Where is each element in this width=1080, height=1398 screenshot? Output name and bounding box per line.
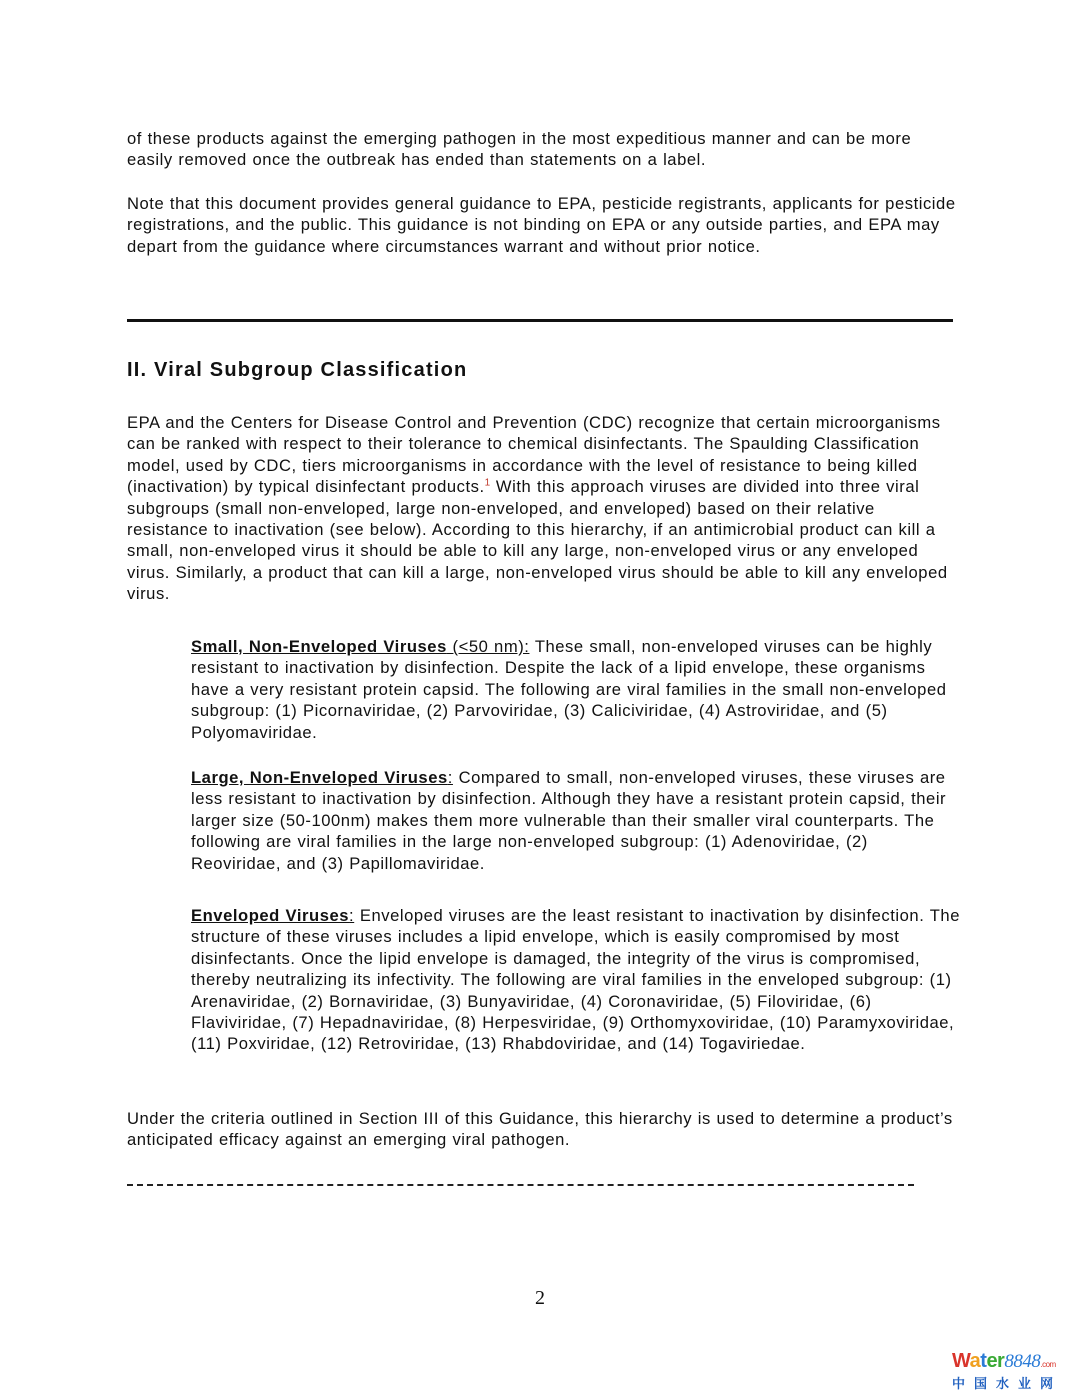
watermark-letter: W [952, 1350, 970, 1372]
subgroup-term: Enveloped Viruses [191, 906, 350, 925]
section-divider [127, 319, 953, 322]
watermark-letter: a [969, 1350, 981, 1372]
subgroup-description: Enveloped viruses are the least resistant to inactivation by disinfection. The structure of these viruses includes a lipid envelope, which is easily compromised by most disinfectants. Once the lipid envelope is damaged, the integrity of the virus is compromised, thereby neutralizing its infectivity. The following are viral families in the enveloped subgroup: (1) Arenaviridae, (2) Bornaviridae, (3) Bunyaviridae, (4) Coronaviridae, (5) Filoviridae, (6) Flaviviridae, (7) Hepadnaviridae, (8) Herpesviridae, (9) Orthomyxoviridae, (10) Paramyxoviridae, (11) Poxviridae, (12) Retroviridae, (13) Rhabdoviridae, and (14) Togaviriedae. [191, 906, 960, 1054]
watermark-logo [952, 1350, 1072, 1394]
section-intro-text-continued: With this approach viruses are divided into three viral subgroups (small non-enveloped, large non-enveloped, and enveloped) based on their relative resistance to inactivation (see below). According to this hierarchy, if an antimicrobial product can kill a small, non-enveloped virus it should be able to kill any large, non-enveloped virus or any enveloped virus. Similarly, a product that can kill a large, non-enveloped virus should be able to kill any enveloped virus. [127, 477, 948, 604]
subgroup-qualifier: (<50 nm): [446, 637, 530, 656]
closing-paragraph: Under the criteria outlined in Section III of this Guidance, this hierarchy is used to determine a product’s anticipated efficacy against an emerging viral pathogen. [127, 1109, 953, 1150]
subgroup-enveloped [191, 905, 961, 1055]
intro-paragraph-continued: of these products against the emerging pathogen in the most expeditious manner and can be more easily removed once the outbreak has ended than statements on a label. [127, 129, 912, 170]
subgroup-description: These small, non-enveloped viruses can be highly resistant to inactivation by disinfection. Despite the lack of a lipid envelope, these organisms have a very resistant protein capsid. The following are viral families in the small non-enveloped subgroup: (1) Picornaviridae, (2) Parvoviridae, (3) Caliciviridae, (4) Astroviridae, and (5) Polyomaviridae. [191, 637, 947, 742]
subgroup-term: Small, Non-Enveloped Viruses [191, 637, 447, 656]
subgroup-large-non-enveloped [191, 767, 961, 874]
watermark-chinese-name: 中国水业网 [952, 1377, 1063, 1392]
subgroup-term: Large, Non-Enveloped Viruses [191, 768, 448, 787]
section-intro-text: EPA and the Centers for Disease Control and Prevention (CDC) recognize that certain microorganisms can be ranked with respect to their tolerance to chemical disinfectants. The Spaulding Classification model, used by CDC, tiers microorganisms in accordance with the level of resistance to being killed (inactivation) by typical disinfectant products. [127, 413, 941, 497]
footnote-separator [127, 1184, 914, 1186]
subgroup-description: Compared to small, non-enveloped viruses, these viruses are less resistant to inactivation by disinfection. Although they have a resistant protein capsid, their larger size (50-100nm) makes them more vulnerable than their smaller viral counterparts. The following are viral families in the large non-enveloped subgroup: (1) Adenoviridae, (2) Reoviridae, and (3) Papillomaviridae. [191, 768, 947, 873]
watermark-brand [952, 1350, 1072, 1376]
watermark-letter: er [986, 1350, 1005, 1372]
watermark-number: 8848 [1004, 1351, 1041, 1372]
footnote-marker[interactable]: 1 [484, 477, 491, 489]
intro-paragraph-disclaimer: Note that this document provides general guidance to EPA, pesticide registrants, applicants for pesticide registrations, and the public. This guidance is not binding on EPA or any outside parties, and EPA may depart from the guidance where circumstances warrant and without prior notice. [127, 194, 956, 256]
subgroup-small-non-enveloped [191, 636, 961, 743]
section-intro-paragraph [127, 412, 957, 605]
page-number: 2 [535, 1287, 545, 1309]
watermark-letter: t [980, 1350, 987, 1372]
section-heading: II. Viral Subgroup Classification [127, 359, 468, 381]
subgroup-qualifier: : [447, 768, 453, 787]
watermark-domain: .com [1040, 1360, 1056, 1369]
subgroup-qualifier: : [349, 906, 355, 925]
